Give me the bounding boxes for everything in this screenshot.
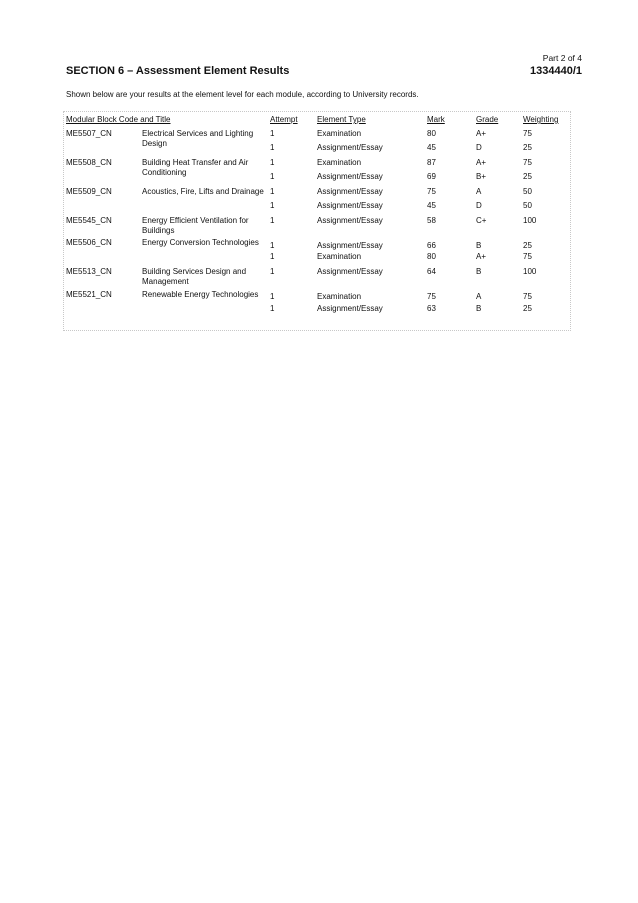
header-grade: Grade [476,115,499,124]
element-grade: A [476,292,482,301]
element-mark: 75 [427,292,436,301]
part-indicator: Part 2 of 4 [542,53,582,63]
element-attempt: 1 [270,216,275,225]
intro-text: Shown below are your results at the element level for each module, according to University records. [66,90,419,99]
element-type: Assignment/Essay [317,143,383,152]
element-mark: 45 [427,143,436,152]
element-grade: B [476,267,482,276]
element-mark: 80 [427,252,436,261]
element-attempt: 1 [270,172,275,181]
module-code: ME5508_CN [66,158,112,167]
element-weighting: 25 [523,241,532,250]
module-title: Acoustics, Fire, Lifts and Drainage [142,187,264,196]
element-attempt: 1 [270,143,275,152]
module-code: ME5513_CN [66,267,112,276]
element-grade: A+ [476,129,487,138]
element-type: Examination [317,158,362,167]
module-title: Building Services Design and Management [142,267,247,286]
header-weighting: Weighting [523,115,559,124]
element-mark: 69 [427,172,436,181]
element-grade: C+ [476,216,487,225]
element-grade: A [476,187,482,196]
element-type: Assignment/Essay [317,216,383,225]
header-module: Modular Block Code and Title [66,115,171,124]
element-attempt: 1 [270,158,275,167]
element-mark: 45 [427,201,436,210]
element-type: Examination [317,129,362,138]
element-weighting: 25 [523,143,532,152]
element-attempt: 1 [270,267,275,276]
element-type: Examination [317,252,362,261]
header-element-type: Element Type [317,115,366,124]
element-weighting: 75 [523,292,532,301]
element-attempt: 1 [270,187,275,196]
element-type: Assignment/Essay [317,267,383,276]
element-weighting: 25 [523,172,532,181]
element-grade: A+ [476,252,487,261]
element-weighting: 100 [523,216,537,225]
element-attempt: 1 [270,304,275,313]
element-weighting: 25 [523,304,532,313]
module-title: Energy Conversion Technologies [142,238,259,247]
element-grade: D [476,143,482,152]
element-grade: B [476,241,482,250]
element-weighting: 50 [523,201,532,210]
element-type: Examination [317,292,362,301]
module-code: ME5506_CN [66,238,112,247]
element-weighting: 75 [523,129,532,138]
element-grade: D [476,201,482,210]
element-weighting: 100 [523,267,537,276]
module-code: ME5545_CN [66,216,112,225]
element-mark: 66 [427,241,436,250]
element-type: Assignment/Essay [317,241,383,250]
element-attempt: 1 [270,292,275,301]
element-type: Assignment/Essay [317,201,383,210]
element-type: Assignment/Essay [317,187,383,196]
module-title: Energy Efficient Ventilation for Buildings [142,216,249,235]
element-mark: 75 [427,187,436,196]
header-attempt: Attempt [270,115,298,124]
element-type: Assignment/Essay [317,172,383,181]
element-mark: 58 [427,216,436,225]
element-mark: 63 [427,304,436,313]
module-code: ME5521_CN [66,290,112,299]
element-weighting: 75 [523,158,532,167]
element-attempt: 1 [270,241,275,250]
module-code: ME5507_CN [66,129,112,138]
module-title: Electrical Services and Lighting Design [142,129,254,148]
element-weighting: 75 [523,252,532,261]
element-grade: B [476,304,482,313]
element-mark: 87 [427,158,436,167]
module-title: Renewable Energy Technologies [142,290,259,299]
module-code: ME5509_CN [66,187,112,196]
header-mark: Mark [427,115,445,124]
element-attempt: 1 [270,252,275,261]
element-grade: B+ [476,172,487,181]
element-attempt: 1 [270,129,275,138]
element-weighting: 50 [523,187,532,196]
element-attempt: 1 [270,201,275,210]
element-grade: A+ [476,158,487,167]
module-title: Building Heat Transfer and Air Conditioning [142,158,249,177]
element-mark: 80 [427,129,436,138]
reference-number: 1334440/1 [530,65,582,77]
element-type: Assignment/Essay [317,304,383,313]
element-mark: 64 [427,267,436,276]
section-title: SECTION 6 – Assessment Element Results [66,65,290,77]
